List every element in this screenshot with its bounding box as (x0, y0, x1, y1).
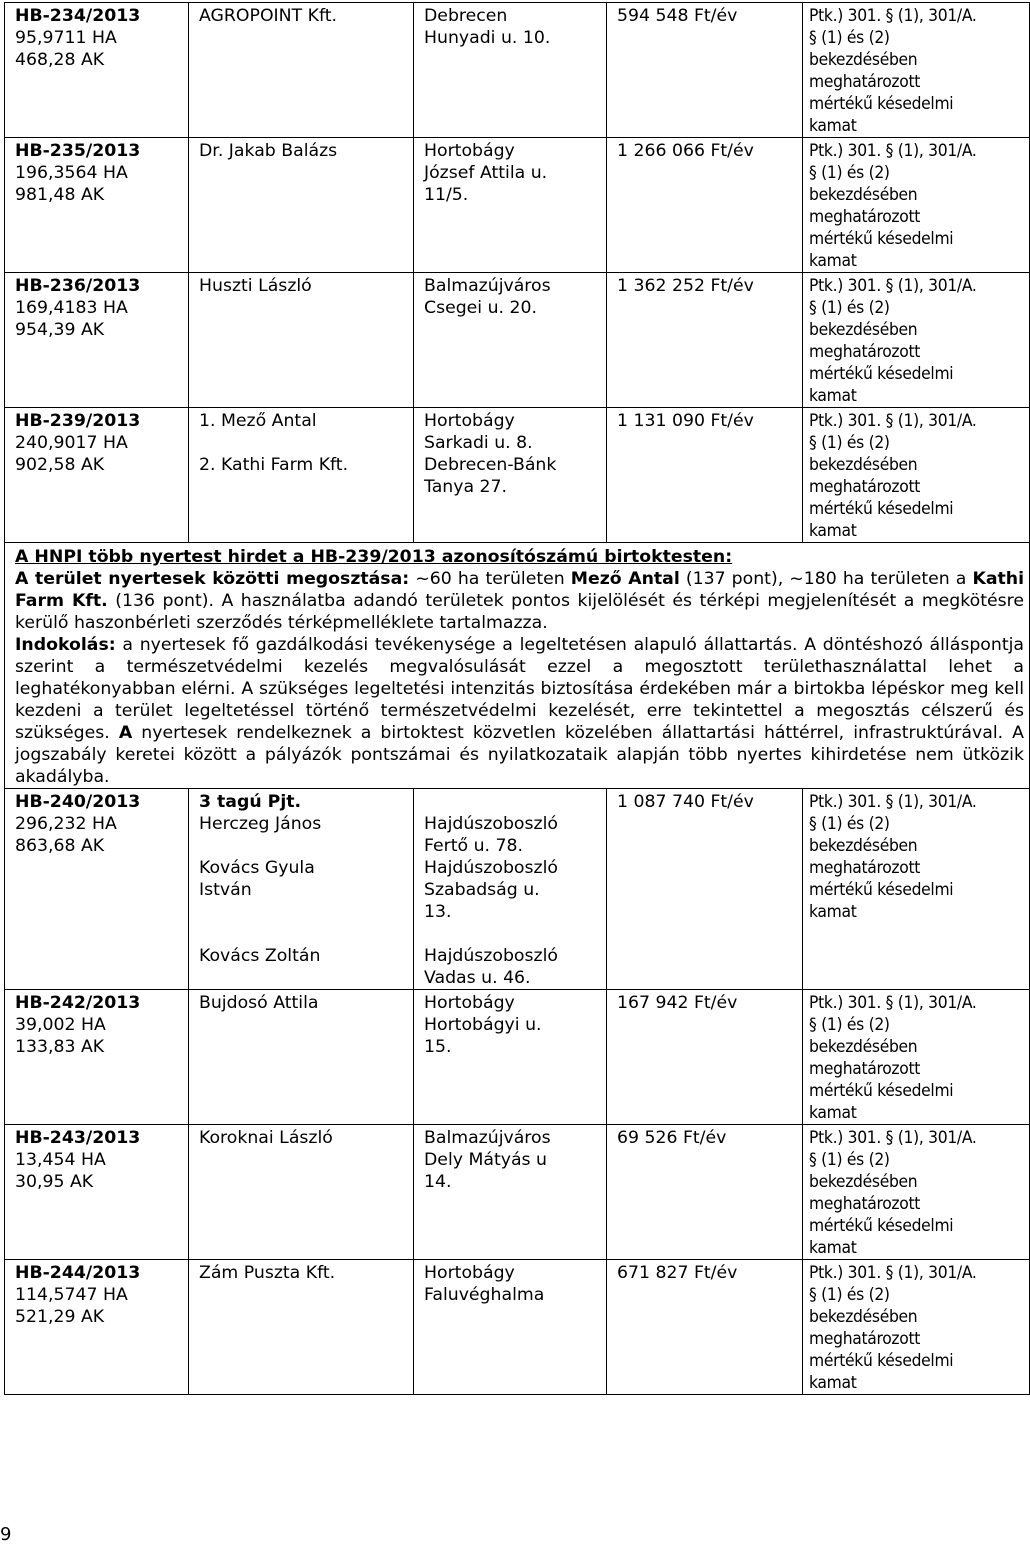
address-line: Hajdúszoboszló (424, 814, 558, 834)
address-cell (414, 1125, 607, 1260)
lease-price: 1 087 740 Ft/év (617, 792, 754, 812)
parcel-id: HB-235/2013 (15, 141, 141, 161)
tenant-name: Dr. Jakab Balázs (199, 141, 338, 161)
parcel-id: HB-240/2013 (15, 792, 141, 812)
address-line: Hortobágy (424, 411, 515, 431)
address-line: Csegei u. 20. (424, 298, 538, 318)
legal-line: meghatározott (809, 1059, 921, 1079)
legal-line: Ptk.) 301. § (1), 301/A. (809, 141, 977, 161)
legal-line: Ptk.) 301. § (1), 301/A. (809, 6, 977, 26)
reason-label: Indokolás: (15, 635, 116, 655)
address-cell (414, 3, 607, 138)
tenant-name: AGROPOINT Kft. (199, 6, 337, 26)
address-line: 13. (424, 902, 452, 922)
page-number: 9 (0, 1524, 12, 1545)
parcel-cell (5, 408, 189, 543)
legal-line: § (1) és (2) (809, 163, 890, 183)
legal-cell (803, 1260, 1030, 1395)
address-cell (414, 990, 607, 1125)
legal-cell (803, 789, 1030, 990)
parcel-area: 169,4183 HA (15, 298, 128, 318)
lease-results-table (4, 2, 1030, 1395)
parcel-gold-crown: 521,29 AK (15, 1307, 105, 1327)
legal-line: bekezdésében (809, 1307, 918, 1327)
tenant-cell (189, 1260, 414, 1395)
address-line: Debrecen (424, 6, 508, 26)
legal-line: bekezdésében (809, 185, 918, 205)
price-cell (607, 3, 803, 138)
legal-line: § (1) és (2) (809, 814, 890, 834)
legal-line: § (1) és (2) (809, 1015, 890, 1035)
legal-line: § (1) és (2) (809, 1150, 890, 1170)
address-cell (414, 138, 607, 273)
legal-line: mértékű késedelmi (809, 94, 954, 114)
legal-line: § (1) és (2) (809, 433, 890, 453)
address-line: Hortobágy (424, 1263, 515, 1283)
address-line: Balmazújváros (424, 1128, 551, 1148)
parcel-cell (5, 990, 189, 1125)
legal-cell (803, 1125, 1030, 1260)
address-line: Szabadság u. (424, 880, 540, 900)
legal-cell (803, 3, 1030, 138)
legal-line: bekezdésében (809, 836, 918, 856)
legal-line: kamat (809, 116, 857, 136)
legal-line: § (1) és (2) (809, 1285, 890, 1305)
parcel-id: HB-242/2013 (15, 993, 141, 1013)
table-row (5, 990, 1030, 1125)
legal-line: kamat (809, 1103, 857, 1123)
tenant-cell (189, 138, 414, 273)
reason-text: nyertesek rendelkeznek a birtoktest közvetlen közelében állattartási háttérrel, infrastruktúrával. A jogszabály keretei között a pályázók pontszámai és nyilatkozataik alapján több nyertes kihirdetése nem ütközik akadályba. (15, 723, 1024, 787)
address-line: Hortobágy (424, 993, 515, 1013)
parcel-area: 39,002 HA (15, 1015, 106, 1035)
legal-cell (803, 273, 1030, 408)
address-line: Fertő u. 78. (424, 836, 523, 856)
parcel-id: HB-243/2013 (15, 1128, 141, 1148)
legal-line: mértékű késedelmi (809, 364, 954, 384)
lease-price: 671 827 Ft/év (617, 1263, 738, 1283)
address-line: Dely Mátyás u (424, 1150, 548, 1170)
parcel-gold-crown: 954,39 AK (15, 320, 105, 340)
price-cell (607, 990, 803, 1125)
member-name: Kovács Gyula (199, 858, 315, 878)
table-row (5, 1260, 1030, 1395)
price-cell (607, 138, 803, 273)
legal-line: bekezdésében (809, 1037, 918, 1057)
legal-line: meghatározott (809, 1194, 921, 1214)
price-cell (607, 1260, 803, 1395)
address-line: Vadas u. 46. (424, 968, 531, 988)
notice-split (15, 568, 1024, 634)
legal-line: Ptk.) 301. § (1), 301/A. (809, 411, 977, 431)
table-row (5, 789, 1030, 990)
lease-price: 1 266 066 Ft/év (617, 141, 754, 161)
table-row (5, 138, 1030, 273)
legal-line: mértékű késedelmi (809, 499, 954, 519)
tenant-cell (189, 789, 414, 990)
info-row (5, 543, 1030, 789)
legal-line: mértékű késedelmi (809, 1216, 954, 1236)
legal-line: kamat (809, 1238, 857, 1258)
address-line: Hajdúszoboszló (424, 858, 558, 878)
parcel-gold-crown: 902,58 AK (15, 455, 105, 475)
address-cell (414, 1260, 607, 1395)
parcel-cell (5, 789, 189, 990)
parcel-cell (5, 3, 189, 138)
tenant-name: Zám Puszta Kft. (199, 1263, 336, 1283)
legal-line: Ptk.) 301. § (1), 301/A. (809, 1263, 977, 1283)
legal-line: kamat (809, 902, 857, 922)
parcel-id: HB-234/2013 (15, 6, 141, 26)
parcel-gold-crown: 133,83 AK (15, 1037, 105, 1057)
tenant-name: Bujdosó Attila (199, 993, 319, 1013)
legal-line: § (1) és (2) (809, 28, 890, 48)
address-cell (414, 789, 607, 990)
parcel-area: 95,9711 HA (15, 28, 117, 48)
legal-line: mértékű késedelmi (809, 229, 954, 249)
legal-line: meghatározott (809, 1329, 921, 1349)
legal-line: Ptk.) 301. § (1), 301/A. (809, 1128, 977, 1148)
parcel-gold-crown: 981,48 AK (15, 185, 105, 205)
price-cell (607, 789, 803, 990)
legal-line: meghatározott (809, 207, 921, 227)
lease-price: 167 942 Ft/év (617, 993, 738, 1013)
winner-name: Kathi Farm Kft. (15, 569, 1025, 611)
address-line: Hortobágyi u. (424, 1015, 542, 1035)
parcel-area: 13,454 HA (15, 1150, 106, 1170)
legal-line: Ptk.) 301. § (1), 301/A. (809, 993, 977, 1013)
split-text: (136 pont). A használatba adandó területek pontos kijelölését és térképi megjelenítését a megkötésre kerülő haszonbérleti szerződés térképmelléklete tartalmazza. (15, 591, 1024, 633)
legal-line: meghatározott (809, 858, 921, 878)
notice-reason (15, 634, 1024, 788)
split-text: (137 pont), ~180 ha területen a (685, 569, 967, 589)
legal-line: mértékű késedelmi (809, 1351, 954, 1371)
legal-line: meghatározott (809, 477, 921, 497)
legal-line: mértékű késedelmi (809, 880, 954, 900)
legal-line: kamat (809, 251, 857, 271)
legal-line: Ptk.) 301. § (1), 301/A. (809, 792, 977, 812)
address-line: József Attila u. (424, 163, 548, 183)
member-name: Herczeg János (199, 814, 322, 834)
parcel-gold-crown: 863,68 AK (15, 836, 105, 856)
winner-name: Mező Antal (570, 569, 680, 589)
lease-price: 1 362 252 Ft/év (617, 276, 754, 296)
address-line: Balmazújváros (424, 276, 551, 296)
address-line: 14. (424, 1172, 452, 1192)
address-line: Hajdúszoboszló (424, 946, 558, 966)
tenant-name: Huszti László (199, 276, 312, 296)
parcel-area: 296,232 HA (15, 814, 117, 834)
parcel-id: HB-239/2013 (15, 411, 141, 431)
legal-line: kamat (809, 521, 857, 541)
tenant-cell (189, 273, 414, 408)
table-row (5, 1125, 1030, 1260)
legal-line: mértékű késedelmi (809, 1081, 954, 1101)
address-line: 11/5. (424, 185, 469, 205)
tenant-name: Koroknai László (199, 1128, 333, 1148)
price-cell (607, 408, 803, 543)
legal-line: bekezdésében (809, 320, 918, 340)
price-cell (607, 273, 803, 408)
split-label: A terület nyertesek közötti megosztása: (15, 569, 410, 589)
parcel-cell (5, 138, 189, 273)
legal-cell (803, 990, 1030, 1125)
parcel-area: 196,3564 HA (15, 163, 128, 183)
parcel-gold-crown: 30,95 AK (15, 1172, 94, 1192)
legal-line: kamat (809, 386, 857, 406)
legal-cell (803, 408, 1030, 543)
tenant-name: 1. Mező Antal (199, 411, 317, 431)
address-line: Faluvéghalma (424, 1285, 545, 1305)
lease-price: 594 548 Ft/év (617, 6, 738, 26)
legal-cell (803, 138, 1030, 273)
table-row (5, 3, 1030, 138)
reason-text: a nyertesek fő gazdálkodási tevékenysége a legeltetésen alapuló állattartás. A döntéshozó álláspontja szerint a természetvédelmi kezelés megvalósulását ezzel a megosztott területhasználattal lehet a leghatékonyabban elérni. A szükséges legeltetési intenzitás biztosítása érdekében már a birtokba lépéskor meg kell kezdeni a terület legeltetéssel történő természetvédelmi kezelését, erre tekintettel a megosztás célszerű és szükséges. (15, 635, 1024, 743)
parcel-gold-crown: 468,28 AK (15, 50, 105, 70)
tenant-cell (189, 3, 414, 138)
address-line: Debrecen-Bánk (424, 455, 557, 475)
member-name: István (199, 880, 252, 900)
multiple-winner-notice (5, 543, 1030, 789)
parcel-area: 240,9017 HA (15, 433, 128, 453)
legal-line: bekezdésében (809, 50, 918, 70)
legal-line: kamat (809, 1373, 857, 1393)
address-cell (414, 408, 607, 543)
address-line: Hortobágy (424, 141, 515, 161)
legal-line: bekezdésében (809, 455, 918, 475)
legal-line: meghatározott (809, 342, 921, 362)
tenant-cell (189, 1125, 414, 1260)
address-line: Tanya 27. (424, 477, 508, 497)
address-line: 15. (424, 1037, 452, 1057)
parcel-area: 114,5747 HA (15, 1285, 128, 1305)
parcel-id: HB-244/2013 (15, 1263, 141, 1283)
lease-price: 1 131 090 Ft/év (617, 411, 754, 431)
price-cell (607, 1125, 803, 1260)
tenant-name: 2. Kathi Farm Kft. (199, 455, 349, 475)
tenant-cell (189, 990, 414, 1125)
address-cell (414, 273, 607, 408)
lease-price: 69 526 Ft/év (617, 1128, 727, 1148)
legal-line: meghatározott (809, 72, 921, 92)
legal-line: § (1) és (2) (809, 298, 890, 318)
legal-line: bekezdésében (809, 1172, 918, 1192)
table-row (5, 408, 1030, 543)
split-text: ~60 ha területen (415, 569, 565, 589)
legal-line: Ptk.) 301. § (1), 301/A. (809, 276, 977, 296)
parcel-cell (5, 1125, 189, 1260)
parcel-cell (5, 1260, 189, 1395)
group-name: 3 tagú Pjt. (199, 792, 302, 812)
address-line: Hunyadi u. 10. (424, 28, 551, 48)
reason-bold: A (118, 723, 133, 743)
parcel-cell (5, 273, 189, 408)
table-row (5, 273, 1030, 408)
parcel-id: HB-236/2013 (15, 276, 141, 296)
address-line: Sarkadi u. 8. (424, 433, 533, 453)
tenant-cell (189, 408, 414, 543)
notice-heading: A HNPI több nyertest hirdet a HB-239/2013 azonosítószámú birtoktesten: (15, 547, 733, 567)
member-name: Kovács Zoltán (199, 946, 321, 966)
